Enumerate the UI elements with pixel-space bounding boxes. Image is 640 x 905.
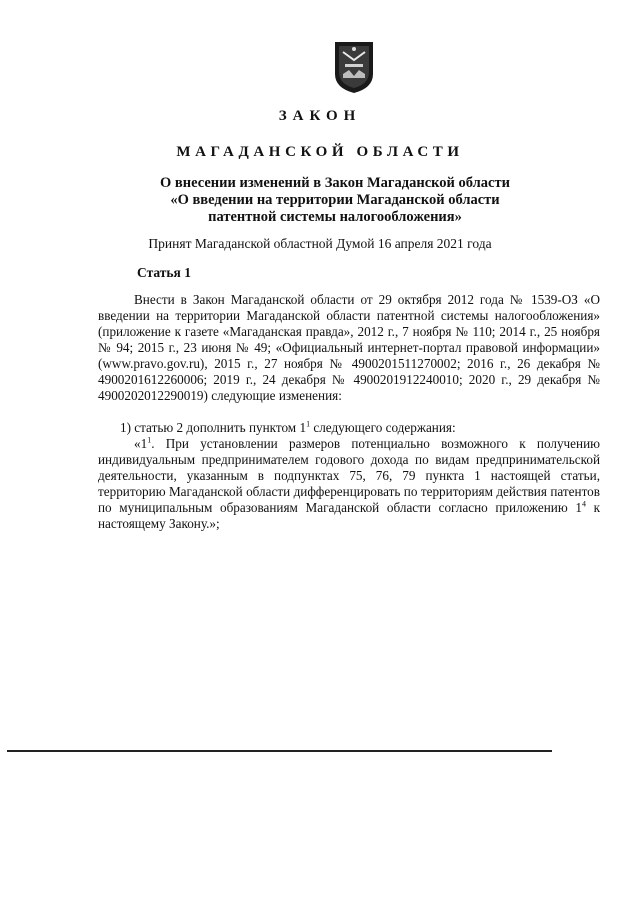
bottom-divider [7, 750, 552, 752]
item-1-text: 1) статью 2 дополнить пунктом 1 [120, 420, 307, 435]
quoted-amendment-paragraph [98, 436, 600, 532]
quote-text: . При установлении размеров потенциально возможного к получению индивидуальным предпринимателем годового дохода по видам предпринимательской деятельности, указанным в подпунктах 75, 76, 79 пункта 1 настоящей статьи, территорию Магаданской области дифференцировать по территориям действия патентов по муниципальным образованиям Магаданской области согласно приложению 1 [98, 436, 600, 515]
article-intro-paragraph [98, 292, 600, 404]
item-1-superscript: 1 [306, 419, 311, 429]
item-1-ending: следующего содержания: [310, 420, 456, 435]
item-1-paragraph [98, 420, 600, 436]
appendix-superscript: 4 [581, 499, 586, 509]
region-title: МАГАДАНСКОЙ ОБЛАСТИ [176, 144, 464, 160]
quote-ending: к настоящему Закону.»; [98, 500, 600, 531]
adoption-line: Принят Магаданской областной Думой 16 апреля 2021 года [148, 236, 492, 251]
law-subject [100, 175, 570, 226]
quote-open: «1 [134, 436, 148, 451]
subject-line-1: О внесении изменений в Закон Магаданской области [160, 175, 510, 191]
quote-superscript: 1 [147, 435, 152, 445]
intro-text: Внести в Закон Магаданской области от 29 октября 2012 года № 1539-ОЗ «О введении на территории Магаданской области патентной системы налогообложения» (приложение к газете «Магаданская правда», 2012 г., 7 ноября № 110; 2014 г., 25 ноября № 94; 2015 г., 23 июня № 49; «Официальный интернет-портал правовой информации» (www.pravo.gov.ru), 2015 г., 27 ноября № 4900201511270002; 2016 г., 26 декабря № 4900201612260006; 2019 г., 24 декабря № 4900201912240010; 2020 г., 29 декабря № 4900202012290019) следующие изменения: [98, 292, 600, 403]
article-heading: Статья 1 [137, 265, 191, 280]
coat-of-arms-icon [333, 40, 375, 94]
subject-line-2: «О введении на территории Магаданской области [170, 192, 500, 208]
subject-line-3: патентной системы налогообложения» [208, 209, 462, 225]
law-title: ЗАКОН [278, 108, 362, 124]
